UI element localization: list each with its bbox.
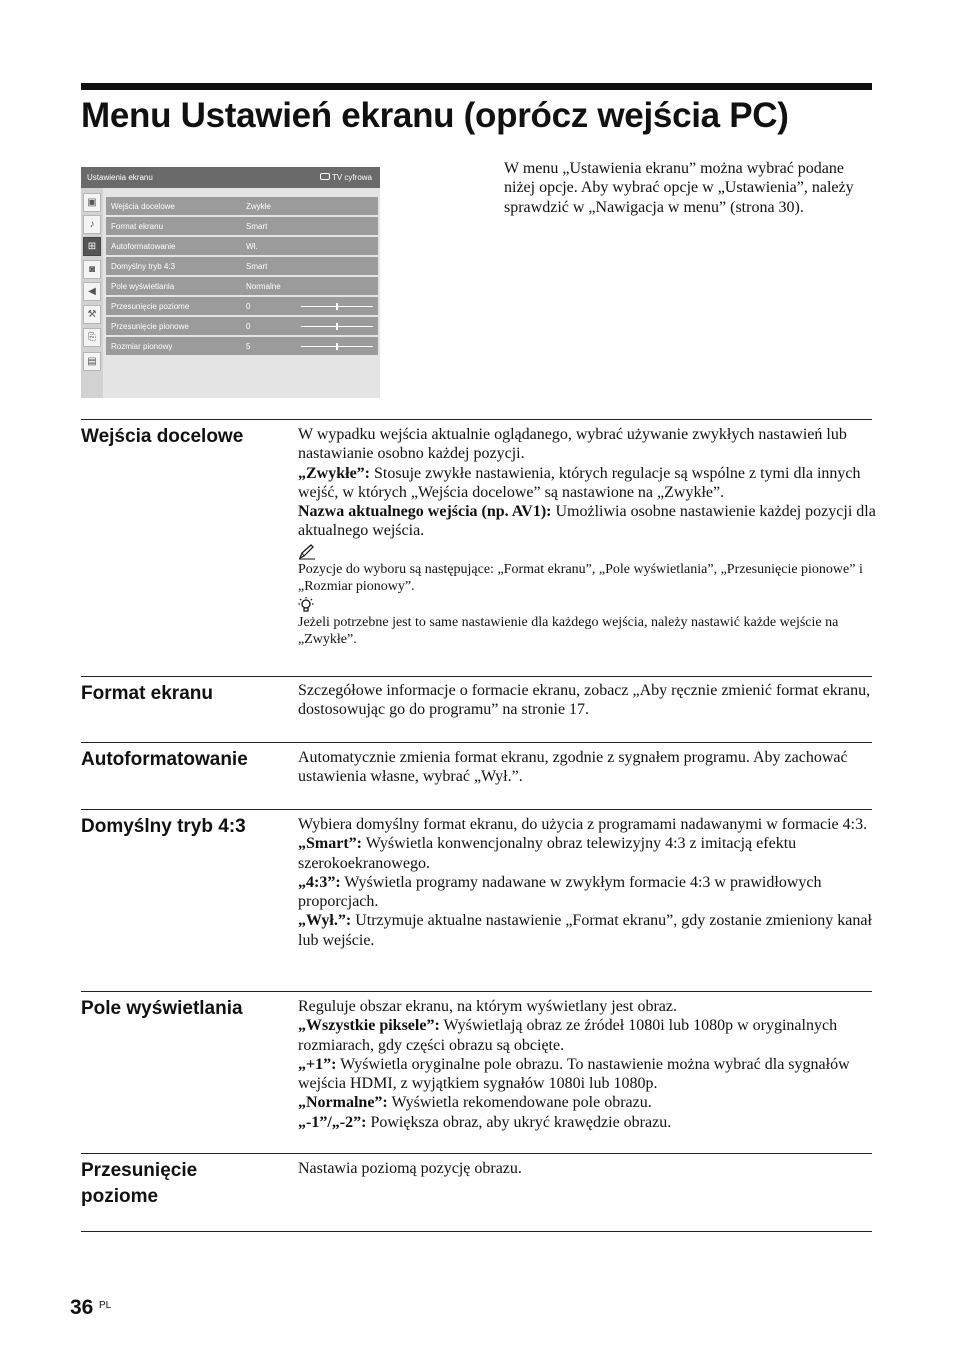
section-format-ekranu — [81, 676, 872, 743]
note-text: Pozycje do wyboru są następujące: „Format ekranu”, „Pole wyświetlania”, „Przesunięcie pionowe” i „Rozmiar pionowy”. — [298, 561, 863, 594]
tv-row-value: 0 — [246, 302, 251, 311]
definition: Wyświetla oryginalne pole obrazu. To nastawienie można wybrać dla sygnałów wejścia HDMI, z wyjątkiem sygnałów 1080i lub 1080p. — [298, 1055, 850, 1093]
screen-settings-icon: ⊞ — [83, 237, 101, 256]
section-przesuniecie-poziome — [81, 1153, 872, 1232]
term: „+1”: — [298, 1055, 337, 1073]
term: „Normalne”: — [298, 1094, 388, 1112]
section-autoformatowanie — [81, 742, 872, 810]
speaker-icon: ◀ — [83, 282, 101, 301]
section-body — [298, 1159, 876, 1178]
page-title: Menu Ustawień ekranu (oprócz wejścia PC) — [81, 96, 789, 135]
tv-menu-row — [106, 317, 378, 335]
paragraph: Szczegółowe informacje o formacie ekranu, zobacz „Aby ręcznie zmienić format ekranu, dostosowując go do programu” na stronie 17. — [298, 682, 871, 719]
tv-row-value: 5 — [246, 342, 251, 351]
tv-row-value: 0 — [246, 322, 251, 331]
section-body — [298, 681, 876, 720]
setup-icon: ▤ — [83, 352, 101, 371]
definition: Powiększa obraz, aby ukryć krawędzie obrazu. — [366, 1113, 672, 1131]
section-label: Przesunięcie poziome — [81, 1160, 198, 1207]
paragraph: Nastawia poziomą pozycję obrazu. — [298, 1160, 522, 1177]
definition: Wyświetla programy nadawane w zwykłym formacie 4:3 w prawidłowych proporcjach. — [298, 873, 822, 911]
music-note-icon: ♪ — [83, 215, 101, 234]
intro-text — [504, 159, 874, 217]
term: „Wszystkie piksele”: — [298, 1017, 440, 1035]
tv-row-value: Wł. — [246, 242, 258, 251]
tv-slider — [301, 306, 373, 307]
paragraph — [298, 1016, 876, 1055]
tv-slider-knob — [336, 303, 338, 310]
section-label: Pole wyświetlania — [81, 998, 243, 1019]
term: „Wył.”: — [298, 912, 352, 930]
paragraph: Wybiera domyślny format ekranu, do użycia z programami nadawanymi w formacie 4:3. — [298, 816, 868, 833]
tv-menu-row — [106, 237, 378, 255]
tv-row-label: Autoformatowanie — [111, 242, 176, 251]
paragraph: Reguluje obszar ekranu, na którym wyświetlany jest obraz. — [298, 998, 677, 1015]
term: „4:3”: — [298, 873, 341, 891]
paragraph — [298, 873, 876, 912]
tv-slider-knob — [336, 343, 338, 350]
tv-row-value: Zwykłe — [246, 202, 271, 211]
tv-row-value: Smart — [246, 262, 268, 271]
term: „-1”/„-2”: — [298, 1113, 367, 1131]
tv-slider-knob — [336, 323, 338, 330]
term: Nazwa aktualnego wejścia (np. AV1): — [298, 503, 552, 521]
tv-menu-row — [106, 257, 378, 275]
section-label: Wejścia docelowe — [81, 426, 244, 447]
paragraph — [298, 502, 876, 541]
tv-row-label: Rozmiar pionowy — [111, 342, 173, 351]
tv-slider — [301, 346, 373, 347]
paragraph: W wypadku wejścia aktualnie oglądanego, wybrać używanie zwykłych nastawień lub nastawianie osobno każdej pozycji. — [298, 426, 847, 463]
paragraph — [298, 464, 876, 503]
section-label: Domyślny tryb 4:3 — [81, 816, 246, 837]
section-label: Autoformatowanie — [81, 749, 248, 770]
paragraph — [298, 1113, 876, 1132]
note-pencil-icon — [298, 543, 316, 561]
term: „Smart”: — [298, 835, 362, 853]
tv-row-label: Pole wyświetlania — [111, 282, 175, 291]
picture-icon: ▣ — [83, 193, 101, 212]
definition: Wyświetlają obraz ze źródeł 1080i lub 1080p w oryginalnych rozmiarach, gdy części obrazu są obcięte. — [298, 1017, 838, 1054]
section-body — [298, 748, 876, 787]
paragraph — [298, 911, 876, 950]
paragraph — [298, 1093, 876, 1112]
section-pole-wyswietlania — [81, 991, 872, 1154]
tv-menu-title: Ustawienia ekranu — [87, 173, 153, 182]
tv-row-label: Przesunięcie poziome — [111, 302, 190, 311]
tv-menu-source — [320, 173, 372, 182]
tv-row-label: Przesunięcie pionowe — [111, 322, 189, 331]
intro-paragraph: W menu „Ustawienia ekranu” można wybrać podane niżej opcje. Aby wybrać opcje w „Ustawienia”, należy sprawdzić w „Nawigacja w menu” (strona 30). — [504, 160, 854, 216]
tv-row-label: Domyślny tryb 4:3 — [111, 262, 176, 271]
tv-row-value: Smart — [246, 222, 268, 231]
tv-menu-row — [106, 197, 378, 215]
section-body — [298, 815, 876, 950]
tv-menu-source-label: TV cyfrowa — [331, 173, 372, 182]
section-body — [298, 425, 876, 648]
definition: Wyświetla rekomendowane pole obrazu. — [387, 1094, 652, 1112]
section-body — [298, 997, 876, 1132]
tv-menu-row — [106, 277, 378, 295]
tv-slider — [301, 326, 373, 327]
tv-menu-header — [81, 167, 380, 188]
input-icon: ⎘ — [83, 328, 101, 347]
section-domyslny-tryb — [81, 809, 872, 992]
paragraph: Automatycznie zmienia format ekranu, zgodnie z sygnałem programu. Aby zachować ustawienia własne, wybrać „Wył.”. — [298, 749, 848, 786]
definition: Stosuje zwykłe nastawienia, których regulacje są wspólne z tymi dla innych wejść, w których „Wejścia docelowe” są nastawione na „Zwykłe”. — [298, 464, 861, 501]
title-rule — [81, 83, 872, 90]
tv-menu-screenshot — [81, 167, 380, 398]
wrench-icon: ⚒ — [83, 305, 101, 324]
hint-text: Jeżeli potrzebne jest to same nastawienie dla każdego wejścia, należy nastawić każde wejście na „Zwykłe”. — [298, 614, 839, 647]
definition: Wyświetla konwencjonalny obraz telewizyjny 4:3 z imitacją efektu szerokoekranowego. — [298, 835, 797, 872]
tv-icon — [320, 173, 330, 180]
tv-row-value: Normalne — [246, 282, 281, 291]
tv-menu-row — [106, 297, 378, 315]
tv-menu-icon-column — [81, 188, 103, 398]
bottom-rule — [81, 1231, 872, 1232]
section-wejscia-docelowe — [81, 419, 876, 677]
tv-menu-row — [106, 337, 378, 355]
paragraph — [298, 1055, 876, 1094]
tv-menu-row — [106, 217, 378, 235]
definition: Umożliwia osobne nastawienie każdej pozycji dla aktualnego wejścia. — [298, 503, 876, 540]
page-number: 36 — [70, 1296, 94, 1319]
tv-row-label: Wejścia docelowe — [111, 202, 175, 211]
section-label: Format ekranu — [81, 683, 213, 704]
hint-lightbulb-icon — [298, 596, 314, 614]
definition: Utrzymuje aktualne nastawienie „Format ekranu”, gdy zostanie zmieniony kanał lub wejście. — [298, 912, 872, 949]
paragraph — [298, 834, 876, 873]
camera-icon: ◙ — [83, 260, 101, 279]
page-language-suffix: PL — [99, 1300, 112, 1311]
tv-row-label: Format ekranu — [111, 222, 164, 231]
term: „Zwykłe”: — [298, 464, 370, 482]
